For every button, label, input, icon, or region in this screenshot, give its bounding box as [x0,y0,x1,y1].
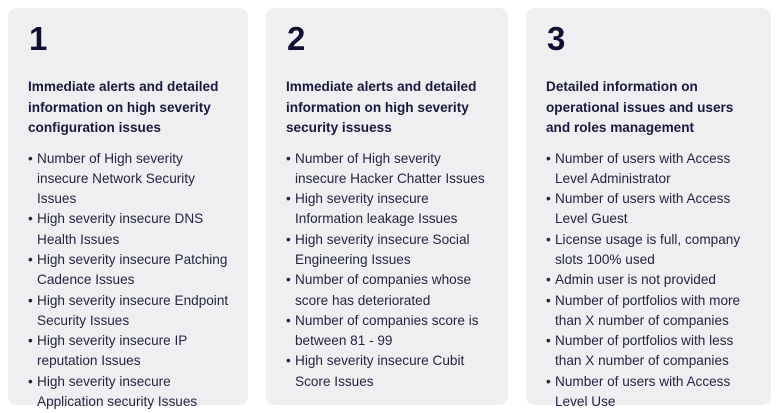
list-item-text: Admin user is not provided [555,272,716,288]
list-item [286,230,490,271]
list-item-text: License usage is full, company slots 100% used [555,231,741,267]
bullet-icon: • [28,373,33,389]
card-security-issues [266,8,508,405]
card-heading: Detailed information on operational issues and users and roles management [546,79,734,135]
card-number: 2 [287,20,306,57]
list-item [28,209,230,250]
bullet-icon: • [546,333,551,349]
list-item-text: High severity insecure DNS Health Issues [37,211,204,247]
list-item [546,149,753,190]
list-item-text: Number of High severity insecure Hacker Chatter Issues [295,150,485,186]
bullet-icon: • [546,231,551,247]
list-item-text: Number of High severity insecure Network Security Issues [37,150,195,207]
bullet-icon: • [286,231,291,247]
list-item-text: Number of users with Access Level Administrator [555,150,731,186]
list-item [28,291,230,332]
list-item-text: Number of companies whose score has deteriorated [295,272,472,308]
list-item-text: Number of portfolios with more than X number of companies [555,292,741,328]
card-item-list [286,149,490,393]
list-item-text: High severity insecure IP reputation Issues [37,333,188,369]
bullet-icon: • [28,333,33,349]
card-number: 1 [29,20,48,57]
list-item [28,250,230,291]
bullet-icon: • [286,272,291,288]
list-item-text: High severity insecure Endpoint Security Issues [37,292,229,328]
list-item [546,189,753,230]
list-item [546,270,753,290]
bullet-icon: • [286,191,291,207]
list-item-text: Number of users with Access Level Use [555,373,731,410]
list-item-text: Number of users with Access Level Guest [555,191,731,227]
list-item [286,311,490,352]
list-item [286,149,490,190]
list-item-text: High severity insecure Application security Issues [37,373,198,410]
list-item [546,331,753,372]
list-item-text: High severity insecure Cubit Score Issues [295,353,465,389]
card-configuration-issues [8,8,248,410]
bullet-icon: • [28,150,33,166]
list-item [286,351,490,392]
card-operational-issues [526,8,771,410]
card-number: 3 [547,20,566,57]
list-item-text: High severity insecure Patching Cadence Issues [37,251,228,288]
list-item [286,189,490,230]
card-item-list [546,149,753,413]
bullet-icon: • [286,312,291,328]
list-item [28,149,230,210]
list-item-text: High severity insecure Social Engineering Issues [295,231,470,267]
card-heading: Immediate alerts and detailed information on high severity configuration issues [28,79,219,135]
list-item [286,270,490,311]
list-item-text: High severity insecure Information leakage Issues [295,191,458,227]
list-item [546,372,753,413]
bullet-icon: • [286,150,291,166]
bullet-icon: • [546,150,551,166]
bullet-icon: • [28,292,33,308]
list-item [546,230,753,271]
list-item [28,331,230,372]
card-heading: Immediate alerts and detailed information on high severity security issuess [286,79,477,135]
bullet-icon: • [28,251,33,267]
list-item [546,291,753,332]
card-item-list [28,149,230,413]
bullet-icon: • [546,373,551,389]
list-item-text: Number of portfolios with less than X number of companies [555,333,734,369]
bullet-icon: • [546,292,551,308]
list-item-text: Number of companies score is between 81 - 99 [295,312,479,349]
bullet-icon: • [286,353,291,369]
bullet-icon: • [546,272,551,288]
bullet-icon: • [28,211,33,227]
list-item [28,372,230,413]
bullet-icon: • [546,191,551,207]
